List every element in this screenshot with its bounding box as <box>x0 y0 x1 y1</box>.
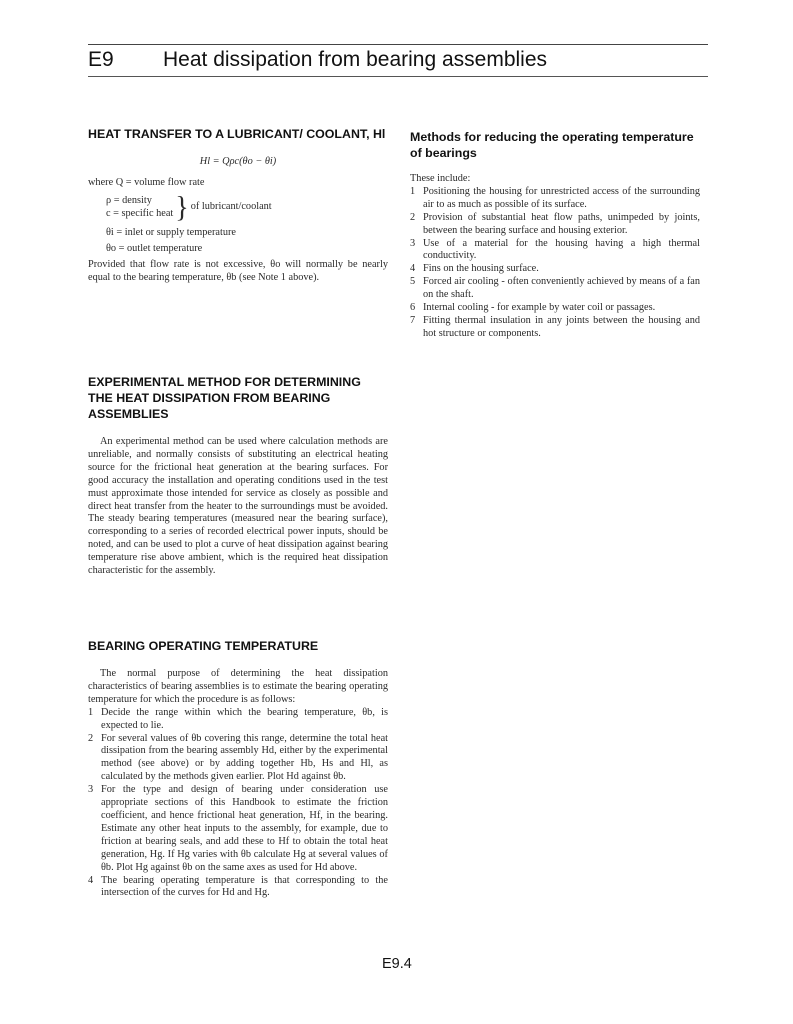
list-item: 4 The bearing operating temperature is that corresponding to the intersection of the curves for Hd and Hg. <box>88 874 388 899</box>
section-code: E9 <box>88 48 114 71</box>
heat-transfer-paragraph: Provided that flow rate is not excessive, θo will normally be nearly equal to the bearing temperature, θb (see Note 1 above). <box>88 259 388 284</box>
theta-o-definition: θo = outlet temperature <box>106 242 203 254</box>
page-title: Heat dissipation from bearing assemblies <box>163 48 548 71</box>
list-item: 6 Internal cooling - for example by water coil or passages. <box>410 302 656 314</box>
reducing-methods-intro: These include: <box>410 173 471 184</box>
brace-symbol: } <box>175 190 189 224</box>
list-item: 1 Decide the range within which the bearing temperature, θb, is expected to lie. <box>88 706 388 731</box>
rho-definition: ρ = density <box>106 194 152 206</box>
header-bottom-rule <box>88 76 708 77</box>
bearing-temperature-steps <box>88 707 388 901</box>
theta-i-definition: θi = inlet or supply temperature <box>106 226 236 238</box>
list-item: 3 For the type and design of bearing under consideration use appropriate sections of this Handbook to estimate the friction coefficient, and hence frictional heat generation, Hf, in the bearing. Estimate any other heat inputs to the assembly, for example, due to friction at bearing seals, and add these to Hf to obtain the total heat generation, Hg. If Hg varies with θb calculate Hg at several values of θb. Plot Hg against θb on the same axes as used for Hd above. <box>88 784 388 873</box>
bearing-temperature-heading: BEARING OPERATING TEMPERATURE <box>88 639 319 653</box>
list-item: 4 Fins on the housing surface. <box>410 263 539 275</box>
list-item: 1 Positioning the housing for unrestricted access of the surrounding air to as much as possible of its surface. <box>410 185 700 210</box>
reducing-methods-list <box>410 186 700 341</box>
heat-transfer-heading: HEAT TRANSFER TO A LUBRICANT/ COOLANT, Hl <box>88 127 386 141</box>
section-experimental-method <box>88 374 388 578</box>
reducing-methods-heading: Methods for reducing the operating temperature of bearings <box>410 130 694 160</box>
section-bearing-operating-temperature <box>88 638 388 900</box>
c-definition: c = specific heat <box>106 207 174 219</box>
list-item: 7 Fitting thermal insulation in any joints between the housing and hot structure or components. <box>410 314 700 339</box>
list-item: 2 Provision of substantial heat flow paths, unimpeded by joints, between the bearing surface and housing exterior. <box>410 211 700 236</box>
where-q-definition: where Q = volume flow rate <box>88 176 205 188</box>
list-item: 2 For several values of θb covering this range, determine the total heat dissipation from the bearing assembly Hd, either by the experimental method (see above) or by adding together Hb, Hs and Hl, as calculated by the methods given earlier. Plot Hd against θb. <box>88 732 388 783</box>
experimental-method-paragraph: An experimental method can be used where calculation methods are unreliable, and normally consists of substituting an electrical heating source for the frictional heat generation at the bearing surfaces. For good accuracy the installation and operating conditions used in the test must approximate those intended for service as closely as possible and direct heat transfer from the heater to the surroundings must be avoided. The steady bearing temperatures (measured near the bearing surface), corresponding to a series of recorded electrical power inputs, should be noted, and can be used to plot a curve of heat dissipation against bearing temperature rise above ambient, which is the required heat dissipation characteristic for the assembly. <box>88 436 388 577</box>
density-specific-heat-group <box>106 190 388 224</box>
list-item: 5 Forced air cooling - often conveniently achieved by means of a fan on the shaft. <box>410 276 700 301</box>
list-item: 3 Use of a material for the housing having a high thermal conductivity. <box>410 237 700 262</box>
brace-label: of lubricant/coolant <box>190 201 272 213</box>
header-top-rule <box>88 44 708 45</box>
bearing-temperature-intro: The normal purpose of determining the heat dissipation characteristics of bearing assemblies is to estimate the bearing operating temperature for which the procedure is as follows: <box>88 668 388 705</box>
page-number: E9.4 <box>382 956 412 972</box>
heat-transfer-equation: Hl = Qρc(θo − θi) <box>199 156 277 167</box>
section-heat-transfer <box>88 126 388 285</box>
section-reducing-methods <box>410 129 700 341</box>
experimental-method-heading: EXPERIMENTAL METHOD FOR DETERMINING THE HEAT DISSIPATION FROM BEARING ASSEMBLIES <box>88 375 361 421</box>
